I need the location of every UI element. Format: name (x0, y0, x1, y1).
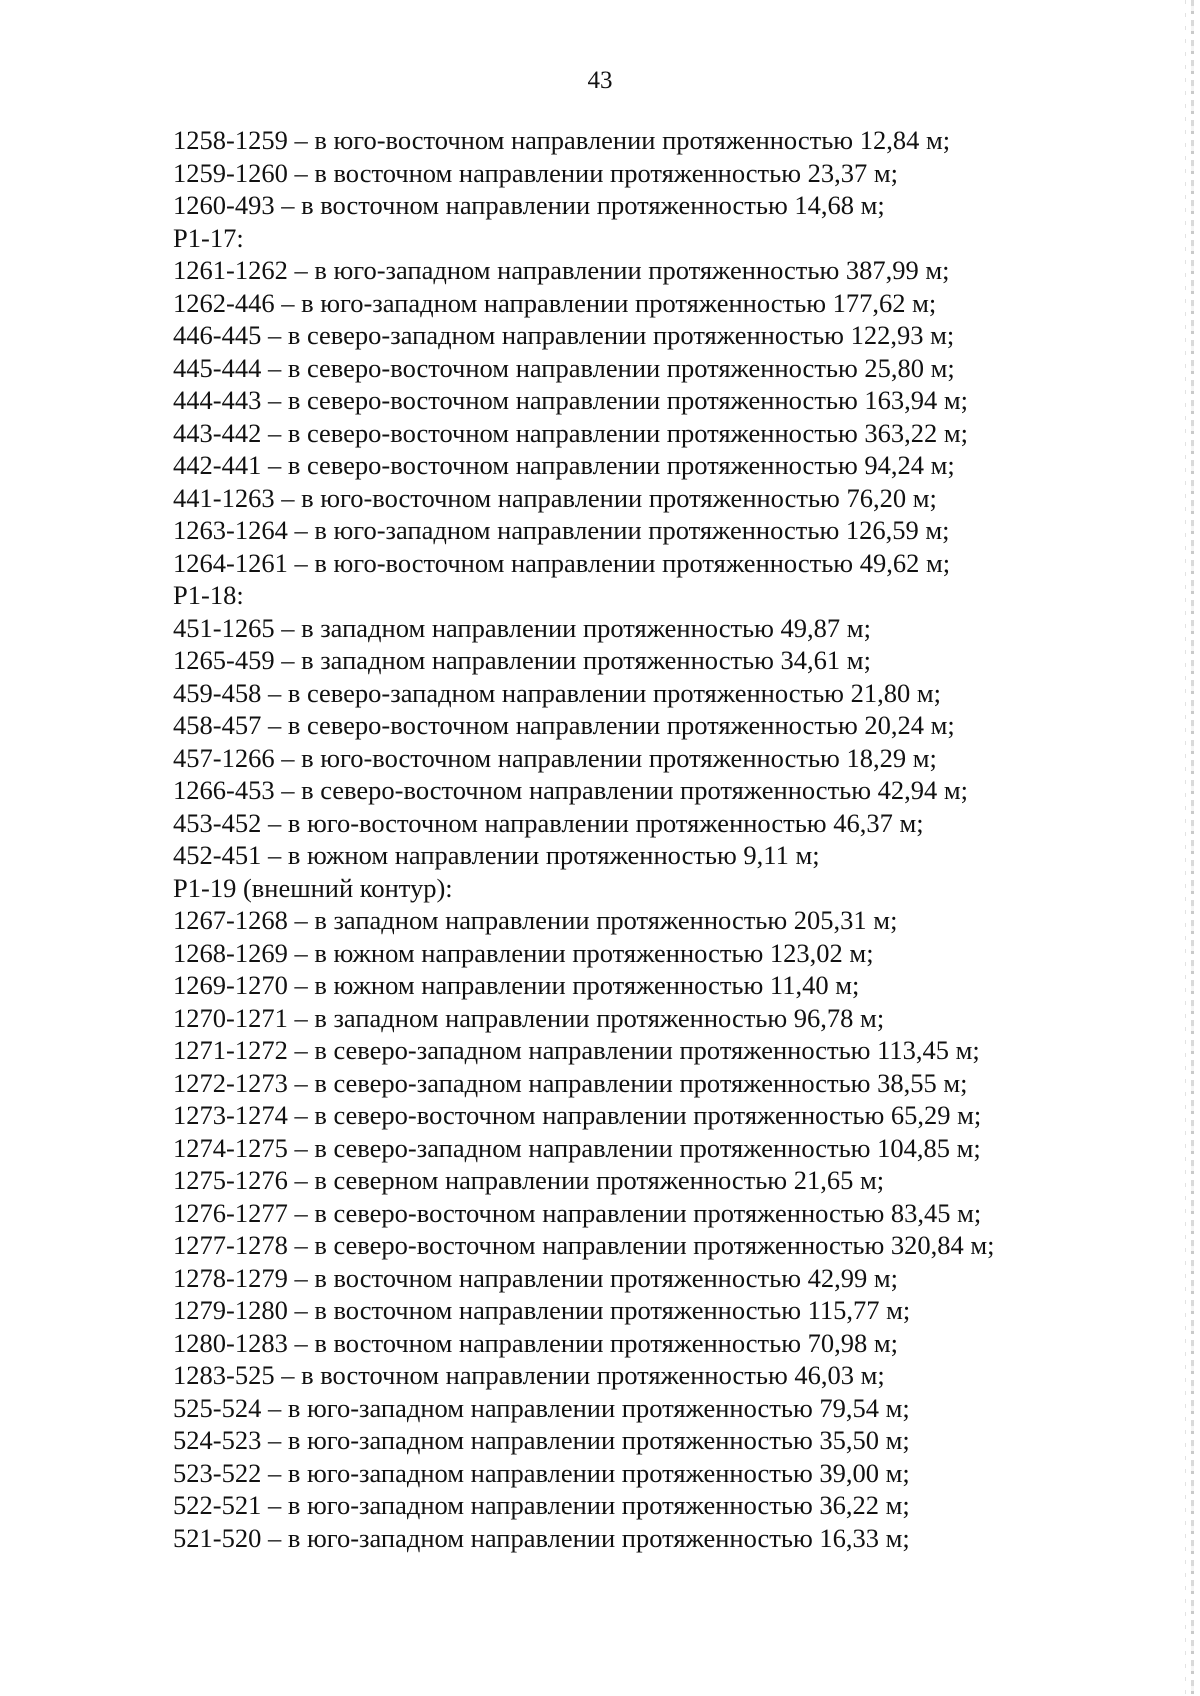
text-line: 1278-1279 – в восточном направлении протяженностью 42,99 м; (173, 1262, 898, 1293)
text-line: 522-521 – в юго-западном направлении протяженностью 36,22 м; (173, 1490, 910, 1520)
text-line: Р1-19 (внешний контур): (173, 872, 453, 903)
text-line: 1277-1278 – в северо-восточном направлении протяженностью 320,84 м; (173, 1230, 995, 1260)
text-line: 1280-1283 – в восточном направлении протяженностью 70,98 м; (173, 1327, 898, 1358)
text-line: 1271-1272 – в северо-западном направлении протяженностью 113,45 м; (173, 1035, 980, 1065)
text-line: 446-445 – в северо-западном направлении протяженностью 122,93 м; (173, 320, 955, 350)
text-line: 1275-1276 – в северном направлении протяженностью 21,65 м; (173, 1165, 885, 1195)
text-line: 457-1266 – в юго-восточном направлении протяженностью 18,29 м; (173, 742, 937, 773)
text-line: 458-457 – в северо-восточном направлении протяженностью 20,24 м; (173, 710, 955, 740)
text-line: 1265-459 – в западном направлении протяженностью 34,61 м; (173, 645, 871, 675)
text-line: 441-1263 – в юго-восточном направлении протяженностью 76,20 м; (173, 482, 937, 513)
text-line: 1269-1270 – в южном направлении протяженностью 11,40 м; (173, 970, 860, 1000)
text-line: 443-442 – в северо-восточном направлении протяженностью 363,22 м; (173, 417, 969, 448)
text-line: 453-452 – в юго-восточном направлении протяженностью 46,37 м; (173, 807, 924, 838)
text-line: 521-520 – в юго-западном направлении протяженностью 16,33 м; (173, 1522, 910, 1553)
text-line: Р1-17: (173, 222, 244, 253)
text-line: 1266-453 – в северо-восточном направлении протяженностью 42,94 м; (173, 775, 969, 805)
text-line: 1259-1260 – в восточном направлении протяженностью 23,37 м; (173, 157, 898, 188)
text-line: 1258-1259 – в юго-восточном направлении протяженностью 12,84 м; (173, 125, 951, 155)
text-line: 442-441 – в северо-восточном направлении протяженностью 94,24 м; (173, 450, 955, 480)
text-line: 451-1265 – в западном направлении протяженностью 49,87 м; (173, 612, 871, 643)
page-number: 43 (587, 67, 613, 94)
text-line: 523-522 – в юго-западном направлении протяженностью 39,00 м; (173, 1457, 910, 1488)
text-line: 1270-1271 – в западном направлении протяженностью 96,78 м; (173, 1002, 885, 1033)
text-line: 445-444 – в северо-восточном направлении протяженностью 25,80 м; (173, 352, 955, 383)
text-line: 524-523 – в юго-западном направлении протяженностью 35,50 м; (173, 1425, 910, 1455)
boundary-description-list (173, 124, 995, 1554)
text-line: 1263-1264 – в юго-западном направлении протяженностью 126,59 м; (173, 515, 950, 545)
scan-edge-artifact-secondary (1185, 0, 1186, 1696)
text-line: 1261-1262 – в юго-западном направлении протяженностью 387,99 м; (173, 255, 950, 285)
text-line: 459-458 – в северо-западном направлении протяженностью 21,80 м; (173, 677, 941, 708)
text-line: Р1-18: (173, 580, 244, 610)
scan-edge-artifact (1191, 0, 1194, 1696)
text-line: 1262-446 – в юго-западном направлении протяженностью 177,62 м; (173, 287, 937, 318)
text-line: 1268-1269 – в южном направлении протяженностью 123,02 м; (173, 937, 874, 968)
text-line: 1264-1261 – в юго-восточном направлении протяженностью 49,62 м; (173, 547, 951, 578)
text-line: 452-451 – в южном направлении протяженностью 9,11 м; (173, 840, 820, 870)
text-line: 1267-1268 – в западном направлении протяженностью 205,31 м; (173, 905, 898, 935)
text-line: 525-524 – в юго-западном направлении протяженностью 79,54 м; (173, 1392, 910, 1423)
text-line: 1260-493 – в восточном направлении протяженностью 14,68 м; (173, 190, 885, 220)
text-line: 1276-1277 – в северо-восточном направлении протяженностью 83,45 м; (173, 1197, 982, 1228)
text-line: 1274-1275 – в северо-западном направлении протяженностью 104,85 м; (173, 1132, 981, 1163)
text-line: 1273-1274 – в северо-восточном направлении протяженностью 65,29 м; (173, 1100, 982, 1130)
text-line: 1283-525 – в восточном направлении протяженностью 46,03 м; (173, 1360, 885, 1390)
text-line: 1272-1273 – в северо-западном направлении протяженностью 38,55 м; (173, 1067, 968, 1098)
text-line: 1279-1280 – в восточном направлении протяженностью 115,77 м; (173, 1295, 911, 1325)
text-line: 444-443 – в северо-восточном направлении протяженностью 163,94 м; (173, 385, 969, 415)
